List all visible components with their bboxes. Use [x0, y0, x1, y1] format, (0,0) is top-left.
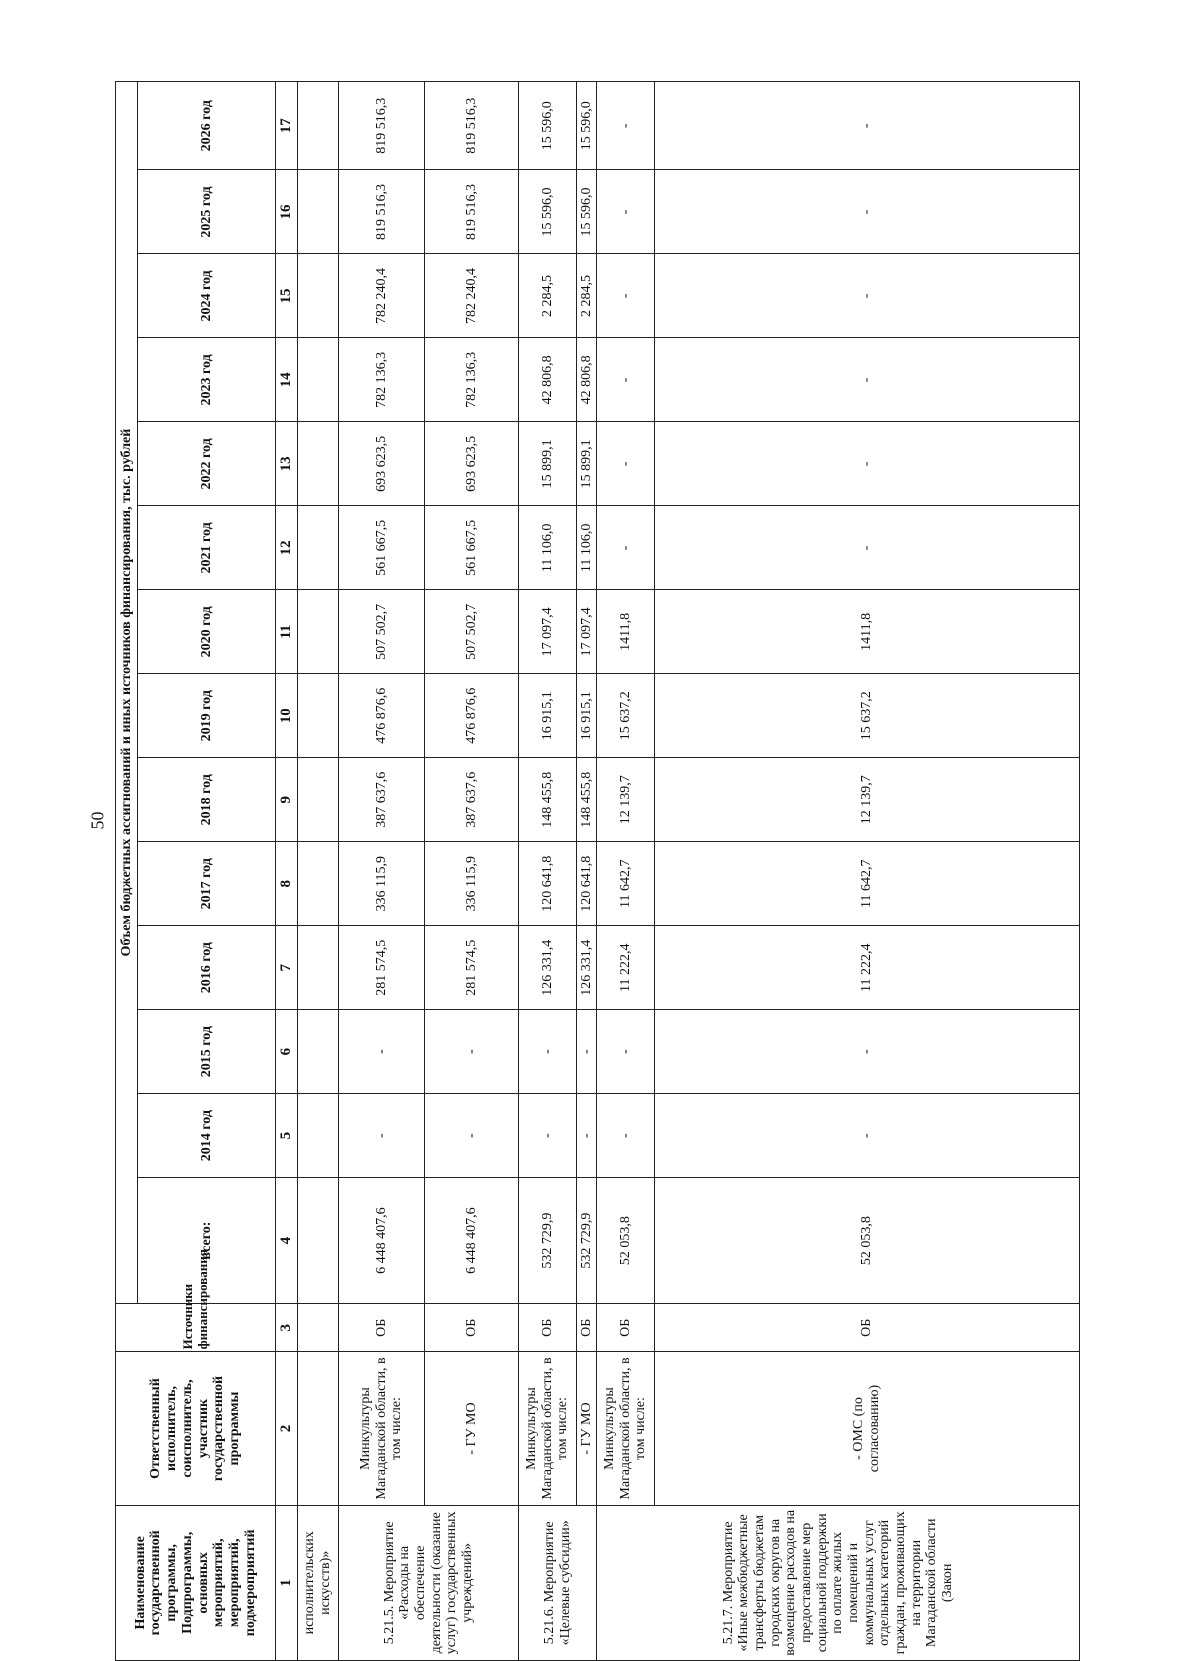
row-value: [298, 842, 339, 926]
header-name: Наименование государственной программы, Подпрограммы, основных мероприятий, мероприятий, подмероприятий: [116, 1505, 276, 1660]
row-name: 5.21.5. Мероприятие «Расходы на обеспечение деятельности (оказание услуг) государственных учреждений»: [338, 1505, 518, 1660]
table-row: [576, 82, 596, 1661]
row-value: [298, 82, 339, 171]
column-number: 8: [276, 842, 298, 926]
column-number: 3: [276, 1304, 298, 1352]
row-value: 15 596,0: [576, 82, 596, 171]
table-row: [519, 82, 576, 1661]
row-value: 126 331,4: [576, 926, 596, 1010]
row-value: -: [597, 82, 654, 171]
row-value: 507 502,7: [338, 590, 424, 674]
row-value: -: [654, 422, 1079, 506]
row-value: -: [597, 1094, 654, 1178]
row-value: 17 097,4: [519, 590, 576, 674]
row-value: 17 097,4: [576, 590, 596, 674]
row-value: -: [654, 82, 1079, 171]
row-value: 11 642,7: [654, 842, 1079, 926]
row-value: 387 637,6: [425, 758, 519, 842]
row-value: [298, 1094, 339, 1178]
row-value: 1411,8: [597, 590, 654, 674]
column-number: 16: [276, 170, 298, 254]
row-value: 15 637,2: [654, 674, 1079, 758]
column-number: 11: [276, 590, 298, 674]
header-year: 2023 год: [138, 338, 276, 422]
row-name: 5.21.6. Мероприятие «Целевые субсидии»: [519, 1505, 597, 1660]
row-value: 120 641,8: [519, 842, 576, 926]
row-value: -: [425, 1010, 519, 1094]
row-total: [298, 1178, 339, 1304]
row-value: 11 642,7: [597, 842, 654, 926]
row-value: 16 915,1: [519, 674, 576, 758]
row-name: исполнительских искусств)»: [298, 1505, 339, 1660]
row-value: 782 136,3: [338, 338, 424, 422]
row-executor: - ГУ МО: [425, 1352, 519, 1505]
row-source: ОБ: [576, 1304, 596, 1352]
row-value: 12 139,7: [597, 758, 654, 842]
column-number: 15: [276, 254, 298, 338]
table-row: [298, 82, 339, 1661]
row-value: 148 455,8: [519, 758, 576, 842]
column-number: 13: [276, 422, 298, 506]
row-value: 11 106,0: [519, 506, 576, 590]
column-number: 17: [276, 82, 298, 171]
row-value: 561 667,5: [425, 506, 519, 590]
row-executor: Минкультуры Магаданской области, в том числе:: [338, 1352, 424, 1505]
header-year: 2022 год: [138, 422, 276, 506]
row-value: -: [654, 254, 1079, 338]
row-value: 476 876,6: [338, 674, 424, 758]
row-total: 532 729,9: [576, 1178, 596, 1304]
row-value: 782 240,4: [425, 254, 519, 338]
table-row: [654, 82, 1079, 1661]
header-year: 2019 год: [138, 674, 276, 758]
column-number: 4: [276, 1178, 298, 1304]
row-value: [298, 1010, 339, 1094]
row-value: 11 222,4: [597, 926, 654, 1010]
row-value: -: [597, 170, 654, 254]
row-executor: - ГУ МО: [576, 1352, 596, 1505]
header-year: 2017 год: [138, 842, 276, 926]
header-year: 2024 год: [138, 254, 276, 338]
row-total: 532 729,9: [519, 1178, 576, 1304]
row-value: -: [338, 1094, 424, 1178]
row-value: -: [597, 506, 654, 590]
row-value: 476 876,6: [425, 674, 519, 758]
row-value: 336 115,9: [338, 842, 424, 926]
row-executor: - ОМС (по согласованию): [654, 1352, 1079, 1505]
header-group: Объем бюджетных ассигнований и иных источников финансирования, тыс. рублей: [116, 82, 138, 1304]
row-source: ОБ: [654, 1304, 1079, 1352]
row-value: 336 115,9: [425, 842, 519, 926]
header-year: 2018 год: [138, 758, 276, 842]
column-number: 7: [276, 926, 298, 1010]
row-value: 15 899,1: [576, 422, 596, 506]
budget-table-wrapper: [115, 51, 1080, 1661]
row-executor: Минкультуры Магаданской области, в том числе:: [597, 1352, 654, 1505]
row-value: 782 240,4: [338, 254, 424, 338]
row-value: -: [597, 1010, 654, 1094]
row-name: 5.21.7. Мероприятие «Иные межбюджетные трансферты бюджетам городских округов на возмещение расходов на предоставление мер социальной поддержки по оплате жилых помещений и коммунальных услуг отдельных категорий граждан, проживающих на территории Магаданской области (Закон: [597, 1505, 1080, 1660]
row-total: 52 053,8: [597, 1178, 654, 1304]
column-number: 12: [276, 506, 298, 590]
row-value: 819 516,3: [338, 170, 424, 254]
row-value: 507 502,7: [425, 590, 519, 674]
row-value: -: [597, 254, 654, 338]
budget-table: [115, 81, 1080, 1661]
column-number: 6: [276, 1010, 298, 1094]
table-row: [338, 82, 424, 1661]
row-value: -: [338, 1010, 424, 1094]
row-value: -: [654, 1094, 1079, 1178]
row-value: 693 623,5: [338, 422, 424, 506]
row-value: -: [425, 1094, 519, 1178]
row-value: [298, 926, 339, 1010]
row-value: [298, 254, 339, 338]
row-total: 52 053,8: [654, 1178, 1079, 1304]
header-source: Источники финансирования: [116, 1304, 276, 1352]
row-value: 819 516,3: [338, 82, 424, 171]
row-value: 782 136,3: [425, 338, 519, 422]
row-value: -: [519, 1010, 576, 1094]
header-year: 2026 год: [138, 82, 276, 171]
page-number: 50: [87, 811, 108, 830]
row-source: ОБ: [519, 1304, 576, 1352]
row-value: 387 637,6: [338, 758, 424, 842]
row-value: [298, 422, 339, 506]
row-value: [298, 506, 339, 590]
row-value: 120 641,8: [576, 842, 596, 926]
row-value: 2 284,5: [576, 254, 596, 338]
row-value: -: [597, 422, 654, 506]
column-number: 2: [276, 1352, 298, 1505]
row-value: 15 637,2: [597, 674, 654, 758]
row-value: 15 596,0: [519, 82, 576, 171]
row-executor: [298, 1352, 339, 1505]
row-value: 819 516,3: [425, 170, 519, 254]
row-value: 11 106,0: [576, 506, 596, 590]
column-number-row: [276, 82, 298, 1661]
row-source: ОБ: [338, 1304, 424, 1352]
row-value: 16 915,1: [576, 674, 596, 758]
row-value: 1411,8: [654, 590, 1079, 674]
row-value: 15 596,0: [576, 170, 596, 254]
header-total: всего:: [138, 1178, 276, 1304]
row-value: -: [597, 338, 654, 422]
row-value: 281 574,5: [425, 926, 519, 1010]
row-executor: Минкультуры Магаданской области, в том числе:: [519, 1352, 576, 1505]
row-value: [298, 674, 339, 758]
row-value: 126 331,4: [519, 926, 576, 1010]
row-total: 6 448 407,6: [338, 1178, 424, 1304]
row-value: -: [576, 1010, 596, 1094]
row-total: 6 448 407,6: [425, 1178, 519, 1304]
row-value: -: [654, 506, 1079, 590]
row-value: 12 139,7: [654, 758, 1079, 842]
row-value: 2 284,5: [519, 254, 576, 338]
row-source: [298, 1304, 339, 1352]
header-year: 2025 год: [138, 170, 276, 254]
row-value: -: [654, 338, 1079, 422]
row-value: -: [654, 170, 1079, 254]
row-value: 42 806,8: [576, 338, 596, 422]
column-number: 14: [276, 338, 298, 422]
header-year: 2014 год: [138, 1094, 276, 1178]
row-value: [298, 590, 339, 674]
row-source: ОБ: [425, 1304, 519, 1352]
row-value: 561 667,5: [338, 506, 424, 590]
row-value: 15 899,1: [519, 422, 576, 506]
row-value: 148 455,8: [576, 758, 596, 842]
header-executor: Ответственный исполнитель, соисполнитель, участник государственной программы: [116, 1352, 276, 1505]
header-year: 2015 год: [138, 1010, 276, 1094]
row-value: -: [519, 1094, 576, 1178]
row-value: [298, 170, 339, 254]
column-number: 5: [276, 1094, 298, 1178]
row-source: ОБ: [597, 1304, 654, 1352]
row-value: 11 222,4: [654, 926, 1079, 1010]
table-row: [425, 82, 519, 1661]
column-number: 10: [276, 674, 298, 758]
header-year: 2021 год: [138, 506, 276, 590]
row-value: [298, 338, 339, 422]
row-value: 693 623,5: [425, 422, 519, 506]
column-number: 1: [276, 1505, 298, 1660]
row-value: 281 574,5: [338, 926, 424, 1010]
table-row: [597, 82, 654, 1661]
row-value: [298, 758, 339, 842]
column-number: 9: [276, 758, 298, 842]
row-value: -: [654, 1010, 1079, 1094]
row-value: 15 596,0: [519, 170, 576, 254]
header-year: 2020 год: [138, 590, 276, 674]
row-value: -: [576, 1094, 596, 1178]
row-value: 819 516,3: [425, 82, 519, 171]
row-value: 42 806,8: [519, 338, 576, 422]
header-year: 2016 год: [138, 926, 276, 1010]
